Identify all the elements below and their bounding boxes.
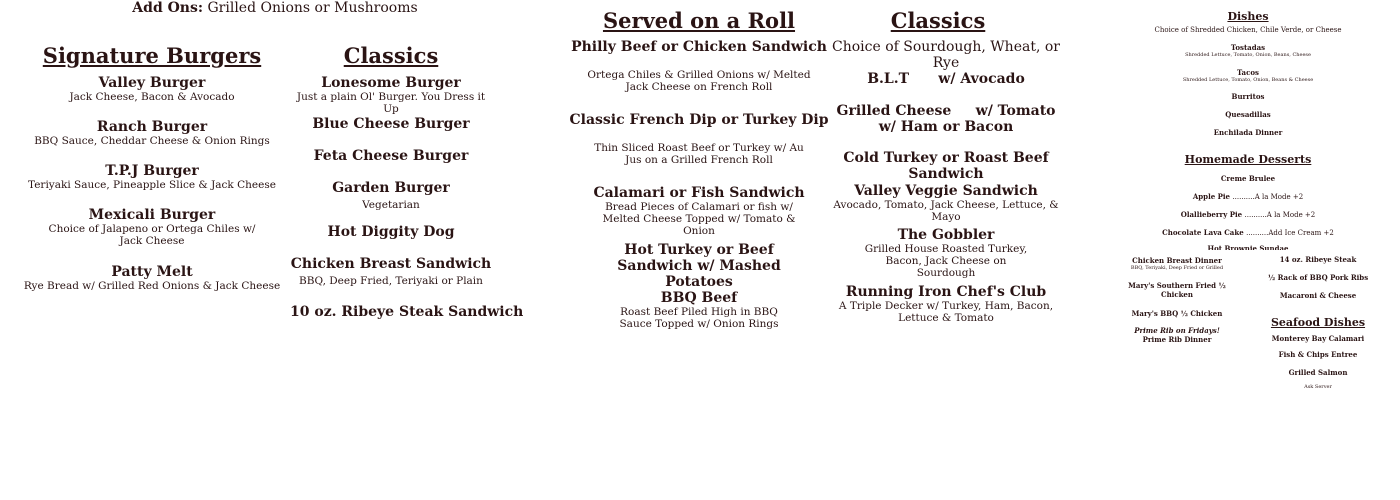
item-name: The Gobbler (897, 227, 995, 243)
prime-rib-promo: Prime Rib on Fridays! (1134, 326, 1220, 335)
dinner-name: Chicken Breast Dinner (1132, 256, 1222, 265)
bread-choice: Choice of Sourdough, Wheat, or Rye (832, 39, 1060, 71)
col1-item (20, 163, 284, 191)
item-desc: Roast Beef Piled High in BBQ Sauce Topped w/ Onion Rings (619, 306, 779, 330)
item-name: Grilled Cheese w/ Tomato (836, 103, 1056, 119)
classics-sandwich-title: Classics (890, 8, 986, 33)
col3-item-desc: Ortega Chiles & Grilled Onions w/ Melted Jack Cheese on French Roll (587, 69, 811, 93)
seafood-item: Fish & Chips Entree (1278, 350, 1358, 359)
col4-item (818, 227, 1074, 279)
item-name: Valley Veggie Sandwich (854, 183, 1038, 199)
prime-rib-dinner: Prime Rib Dinner (1142, 335, 1212, 344)
col4-item (818, 183, 1074, 223)
dish-item: Quesadillas (1225, 110, 1271, 119)
dinner-item (1118, 326, 1236, 344)
item-desc: BBQ Sauce, Cheddar Cheese & Onion Rings (34, 135, 270, 147)
col3-item (560, 185, 838, 237)
dessert-item (1148, 192, 1348, 202)
dish-item: Enchilada Dinner (1213, 128, 1283, 137)
col1-item (20, 119, 284, 147)
item-desc: Vegetarian (362, 199, 420, 211)
entree-item: 14 oz. Ribeye Steak (1279, 255, 1357, 264)
item-name: Mexicali Burger (88, 207, 216, 223)
col2-item (290, 256, 492, 287)
seafood-item: Monterey Bay Calamari (1271, 334, 1365, 343)
item-name: Patty Melt (111, 264, 193, 280)
item-name: Valley Burger (98, 75, 206, 91)
entree-item: ½ Rack of BBQ Pork Ribs (1267, 273, 1369, 282)
item-name: Chicken Breast Sandwich (290, 256, 492, 272)
desserts-title: Homemade Desserts (1184, 153, 1312, 166)
item-desc: BBQ, Deep Fried, Teriyaki or Plain (299, 275, 483, 287)
dish-name: Tacos (1237, 68, 1259, 77)
addons-text: Grilled Onions or Mushrooms (207, 0, 418, 16)
addons-label: Add Ons: (132, 0, 204, 16)
dish-desc: Shredded Lettuce, Tomato, Onion, Beans & Cheese (1182, 77, 1314, 83)
col3-item: Philly Beef or Chicken Sandwich (571, 39, 827, 55)
item-name: T.P.J Burger (105, 163, 199, 179)
col2-item: Feta Cheese Burger (313, 148, 469, 164)
dessert-name: Apple Pie (1192, 192, 1230, 201)
item-desc: A Triple Decker w/ Turkey, Ham, Bacon, Lettuce & Tomato (838, 300, 1054, 324)
item-desc: Rye Bread w/ Grilled Red Onions & Jack Cheese (23, 280, 281, 292)
dessert-extra: ..........A la Mode +2 (1232, 193, 1304, 201)
dish-item (1148, 68, 1348, 84)
item-name-2: w/ Ham or Bacon (878, 119, 1014, 135)
col4-item (818, 284, 1074, 324)
dinner-desc: BBQ, Teriyaki, Deep Fried or Grilled (1130, 265, 1224, 271)
col1-item (20, 75, 284, 103)
col2-item (290, 180, 492, 211)
col3-item-desc: Thin Sliced Roast Beef or Turkey w/ Au Jus on a Grilled French Roll (594, 142, 804, 166)
dessert-item (1148, 228, 1348, 238)
dinner-item (1118, 256, 1236, 272)
item-name: Running Iron Chef's Club (845, 284, 1047, 300)
dessert-item: Hot Brownie Sundae (1207, 244, 1289, 250)
item-desc: Grilled House Roasted Turkey, Bacon, Jack Cheese on Sourdough (864, 243, 1028, 279)
col3-item (560, 290, 838, 330)
addons-line (110, 0, 440, 16)
col2-item: Hot Diggity Dog (327, 224, 455, 240)
dish-name: Tostadas (1230, 43, 1266, 52)
dish-item: Burritos (1231, 92, 1265, 101)
seafood-title: Seafood Dishes (1270, 316, 1366, 329)
item-desc: Jack Cheese, Bacon & Avocado (69, 91, 235, 103)
col2-item: Blue Cheese Burger (312, 116, 470, 132)
classics-title: Classics (343, 43, 439, 68)
served-on-roll-title: Served on a Roll (602, 8, 796, 33)
item-name: Ranch Burger (96, 119, 208, 135)
dessert-name: Chocolate Lava Cake (1162, 228, 1244, 237)
dessert-item (1148, 210, 1348, 220)
col1-item (40, 207, 264, 247)
dinner-item: Mary's BBQ ½ Chicken (1131, 309, 1223, 318)
item-desc: Avocado, Tomato, Jack Cheese, Lettuce, & Mayo (833, 199, 1059, 223)
item-name: Lonesome Burger (321, 75, 461, 91)
dessert-extra: ..........A la Mode +2 (1244, 211, 1316, 219)
item-name: BBQ Beef (660, 290, 738, 306)
dessert-item: Creme Brulee (1220, 174, 1276, 183)
col1-item (20, 264, 284, 292)
ask-server-note: Ask Server (1304, 384, 1332, 390)
col3-item: Classic French Dip or Turkey Dip (569, 112, 829, 128)
col3-item: Hot Turkey or Beef Sandwich w/ Mashed Potatoes (617, 242, 781, 290)
col4-item (818, 103, 1074, 135)
entree-item: Macaroni & Cheese (1279, 291, 1357, 300)
seafood-item: Grilled Salmon (1288, 368, 1348, 377)
dessert-extra: ..........Add Ice Cream +2 (1246, 229, 1334, 237)
dishes-subtitle: Choice of Shredded Chicken, Chile Verde, or Cheese (1154, 26, 1342, 34)
item-desc: Bread Pieces of Calamari or fish w/ Melted Cheese Topped w/ Tomato & Onion (602, 201, 796, 237)
col2-item (290, 75, 492, 115)
dish-item (1148, 43, 1348, 59)
signature-burgers-title: Signature Burgers (42, 43, 262, 68)
col4-item: B.L.T w/ Avocado (867, 71, 1025, 87)
col2-item: 10 oz. Ribeye Steak Sandwich (290, 304, 524, 320)
item-name: Calamari or Fish Sandwich (593, 185, 805, 201)
item-desc: Just a plain Ol' Burger. You Dress it Up (296, 91, 486, 115)
dish-desc: Shredded Lettuce, Tomato, Onion, Beans, Cheese (1185, 52, 1311, 58)
col4-item: Cold Turkey or Roast Beef Sandwich (843, 150, 1049, 182)
dinner-item: Mary's Southern Fried ½ Chicken (1128, 281, 1226, 299)
item-desc: Choice of Jalapeno or Ortega Chiles w/ Jack Cheese (48, 223, 256, 247)
dishes-title: Dishes (1227, 10, 1269, 23)
item-name: Garden Burger (332, 180, 450, 196)
item-desc: Teriyaki Sauce, Pineapple Slice & Jack Cheese (28, 179, 276, 191)
dessert-name: Olallieberry Pie (1180, 210, 1243, 219)
